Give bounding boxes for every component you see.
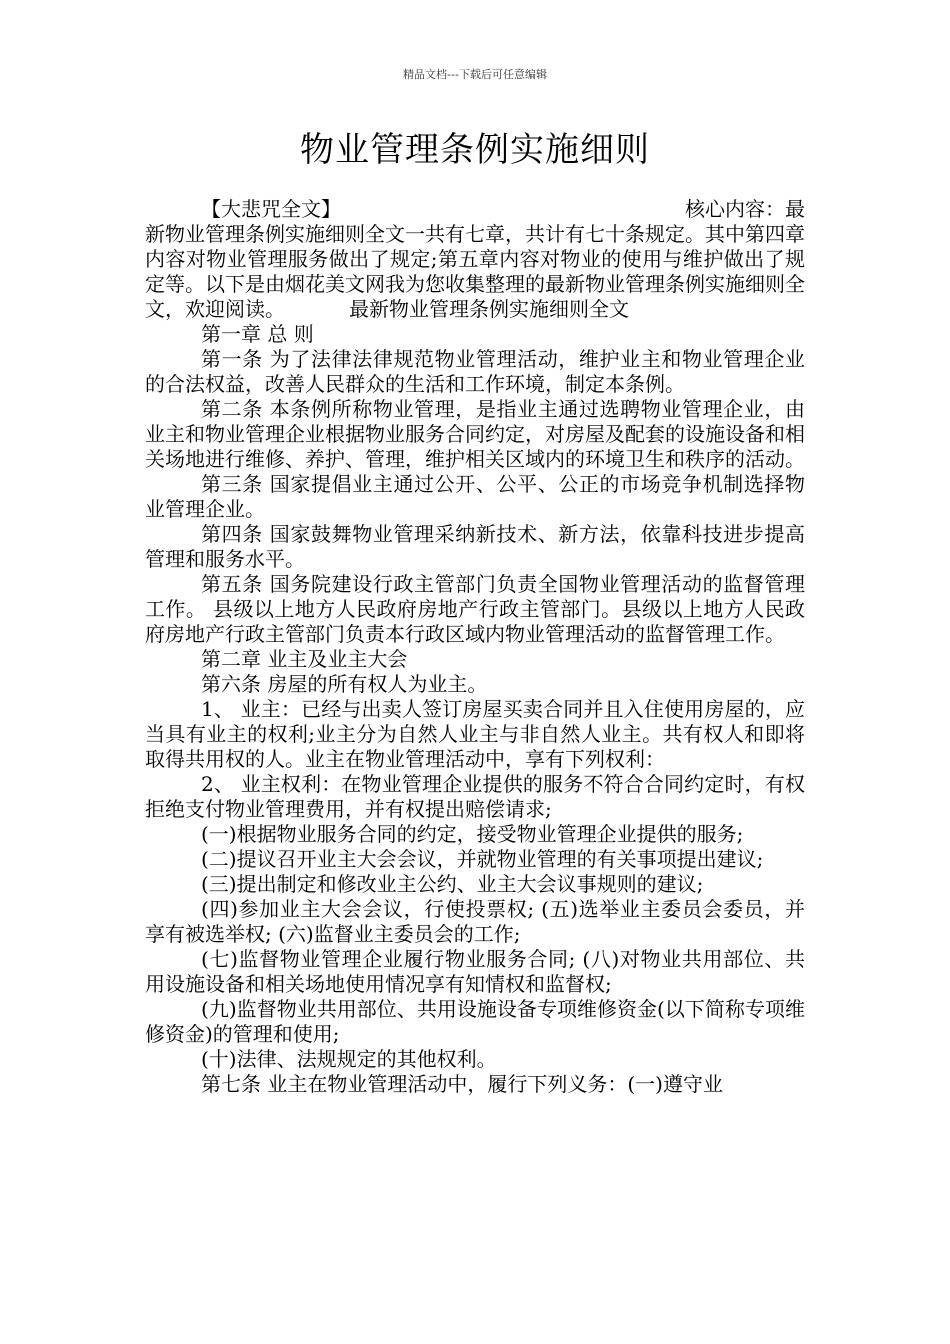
article-6: 第六条 房屋的所有权人为业主。: [201, 672, 488, 696]
article-4: 第四条 国家鼓舞物业管理采纳新技术、新方法，依靠科技进步提高管理和服务水平。: [145, 522, 805, 571]
right-item-2: (二)提议召开业主大会会议，并就物业管理的有关事项提出建议;: [201, 847, 764, 871]
article-7: 第七条 业主在物业管理活动中，履行下列义务：(一)遵守业: [201, 1072, 723, 1096]
intro-text-a: 新物业管理条例实施细则全文一共有七章，共计有七十条规定。其中第四章内容对物业管理服务做出了规定;第五章内容对物业的使用与维护做出了规定等。以下是由烟花美文网我为您收集整理的最新物业管理条例实施细则全文，欢迎阅读。: [145, 222, 805, 321]
right-item-10: (十)法律、法规规定的其他权利。: [201, 1047, 497, 1071]
chapter-1-heading: 第一章 总 则: [201, 322, 314, 346]
right-item-3: (三)提出制定和修改业主公约、业主大会议事规则的建议;: [201, 872, 704, 896]
intro-tag: 【大悲咒全文】: [201, 197, 341, 221]
page-header-watermark: 精品文档---下载后可任意编辑: [403, 68, 547, 81]
right-item-1: (一)根据物业服务合同的约定，接受物业管理企业提供的服务;: [201, 822, 744, 846]
chapter-2-heading: 第二章 业主及业主大会: [201, 647, 408, 671]
right-items-4-6: (四)参加业主大会会议，行使投票权; (五)选举业主委员会委员，并享有被选举权; (六)监督业主委员会的工作;: [145, 897, 805, 946]
article-5: 第五条 国务院建设行政主管部门负责全国物业管理活动的监督管理工作。 县级以上地方人民政府房地产行政主管部门。县级以上地方人民政府房地产行政主管部门负责本行政区域内物业管理活动的监督管理工作。: [145, 572, 805, 646]
intro-text-b: 最新物业管理条例实施细则全文: [349, 297, 629, 321]
right-item-9: (九)监督物业共用部位、共用设施设备专项维修资金(以下简称专项维修资金)的管理和使用;: [145, 997, 805, 1046]
intro-line: [145, 197, 805, 222]
owner-rights: 2、 业主权利：在物业管理企业提供的服务不符合合同约定时，有权拒绝支付物业管理费用，并有权提出赔偿请求;: [145, 772, 805, 821]
right-items-7-8: (七)监督物业管理企业履行物业服务合同; (八)对物业共用部位、共用设施设备和相关场地使用情况享有知情权和监督权;: [145, 947, 805, 996]
owner-definition: 1、 业主：已经与出卖人签订房屋买卖合同并且入住使用房屋的，应当具有业主的权利;业主分为自然人业主与非自然人业主。共有权人和即将取得共用权的人。业主在物业管理活动中，享有下列权利：: [145, 697, 805, 771]
document-title: 物业管理条例实施细则: [300, 130, 650, 170]
intro-paragraph: [145, 222, 805, 322]
document-body: [145, 197, 805, 1097]
article-1: 第一条 为了法律法律规范物业管理活动，维护业主和物业管理企业的合法权益，改善人民群众的生活和工作环境，制定本条例。: [145, 347, 805, 396]
article-2: 第二条 本条例所称物业管理，是指业主通过选聘物业管理企业，由业主和物业管理企业根据物业服务合同约定，对房屋及配套的设施设备和相关场地进行维修、养护、管理，维护相关区域内的环境卫生和秩序的活动。: [145, 397, 805, 471]
article-3: 第三条 国家提倡业主通过公开、公平、公正的市场竞争机制选择物业管理企业。: [145, 472, 805, 521]
intro-label: 核心内容：最: [685, 197, 805, 221]
